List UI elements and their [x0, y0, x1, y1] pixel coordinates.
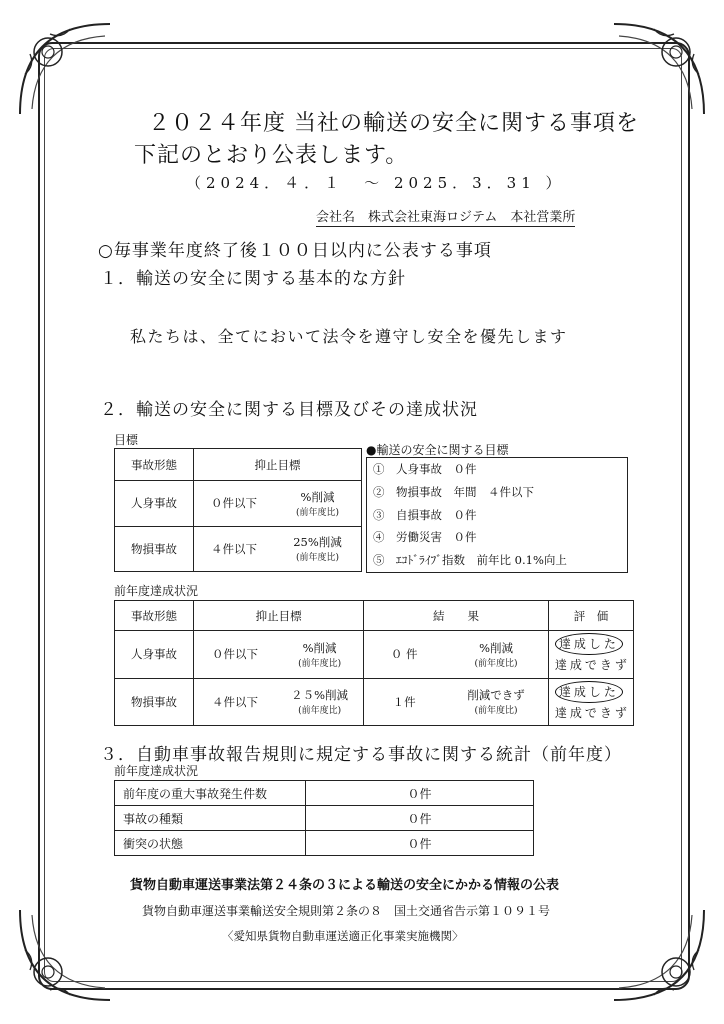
eval-achieved-circled: 達成した	[555, 681, 623, 703]
statistics-row	[115, 831, 534, 856]
targets-table	[114, 448, 362, 572]
targets-goal: ０件以下	[194, 481, 275, 527]
company-underline	[316, 226, 575, 227]
achievement-result-note: (前年度比)	[474, 706, 518, 717]
achievement-result-reduce: 削減できず	[467, 688, 525, 703]
achievement-result-note: (前年度比)	[474, 658, 518, 669]
goal-item: ③ 自損事故 ０件	[373, 507, 477, 522]
achievement-header-goal: 抑止目標	[194, 601, 364, 631]
statistics-row	[115, 806, 534, 831]
targets-type: 人身事故	[115, 481, 194, 527]
achievement-label: 前年度達成状況	[114, 584, 199, 598]
achievement-table	[114, 600, 634, 726]
achievement-type: 人身事故	[115, 631, 194, 679]
page-title-line-2: 下記のとおり公表します。	[134, 143, 409, 168]
achievement-note: (前年度比)	[298, 706, 342, 717]
statistics-row	[115, 781, 534, 806]
achievement-header-type: 事故形態	[115, 601, 194, 631]
targets-row	[115, 481, 362, 527]
achievement-goal: ４件以下	[194, 678, 277, 726]
achievement-result: １件	[364, 678, 445, 726]
statistics-label-cell: 衝突の状態	[115, 831, 306, 856]
reporting-period: （2024．４．１ 〜 2025．3．31 ）	[186, 174, 566, 192]
achievement-row	[115, 631, 634, 679]
targets-reduce: 25%削減	[293, 535, 342, 550]
targets-note: (前年度比)	[295, 553, 340, 564]
accident-statistics-table	[114, 780, 534, 856]
achievement-reduce: ２５%削減	[291, 688, 349, 703]
statistics-value: ０件	[306, 831, 534, 856]
targets-header-goal: 抑止目標	[194, 449, 362, 481]
achievement-header-eval: 評 価	[548, 601, 633, 631]
section-3-heading: ３．自動車事故報告規則に規定する事故に関する統計（前年度）	[100, 745, 622, 765]
achievement-row	[115, 678, 634, 726]
footer-organization: 〈愛知県貨物自動車運送適正化事業実施機関〉	[222, 929, 464, 943]
targets-reduce: %削減	[300, 489, 335, 504]
footer-regulation: 貨物自動車運送事業輸送安全規則第２条の８ 国土交通省告示第１０９１号	[142, 904, 551, 918]
targets-row	[115, 526, 362, 572]
statistics-label-cell: 前年度の重大事故発生件数	[115, 781, 306, 806]
corner-ornament-icon	[10, 900, 120, 1010]
targets-goal: ４件以下	[194, 526, 275, 572]
targets-type: 物損事故	[115, 526, 194, 572]
achievement-result-reduce: %削減	[479, 640, 513, 655]
goals-list	[366, 457, 628, 573]
goal-item: ① 人身事故 ０件	[373, 462, 477, 476]
eval-not-achieved: 達成できず	[554, 705, 630, 720]
page-title-line-1: ２０２４年度 当社の輸送の安全に関する事項を	[148, 111, 639, 136]
eval-achieved-circled: 達成した	[555, 633, 623, 655]
section-1-heading: １．輸送の安全に関する基本的な方針	[100, 269, 406, 289]
company-name	[316, 206, 575, 225]
goal-item: ④ 労働災害 ０件	[373, 530, 477, 545]
targets-header-type: 事故形態	[115, 449, 194, 481]
goal-item: ⑤ ｴｺﾄﾞﾗｲﾌﾞ指数 前年比 0.1%向上	[373, 553, 567, 568]
eval-not-achieved: 達成できず	[554, 658, 630, 673]
achievement-type: 物損事故	[115, 678, 194, 726]
section-2-heading: ２．輸送の安全に関する目標及びその達成状況	[100, 400, 478, 420]
corner-ornament-icon	[10, 14, 120, 124]
safety-policy-text: 私たちは、全てにおいて法令を遵守し安全を優先します	[130, 327, 568, 346]
goal-item: ② 物損事故 年間 ４件以下	[373, 484, 534, 499]
achievement-header-result: 結 果	[364, 601, 549, 631]
notice-heading: ○毎事業年度終了後１００日以内に公表する事項	[98, 241, 492, 261]
targets-label: 目標	[114, 433, 139, 447]
achievement-result: ０ 件	[364, 631, 445, 679]
statistics-label-cell: 事故の種類	[115, 806, 306, 831]
achievement-note: (前年度比)	[298, 658, 342, 669]
corner-ornament-icon	[604, 900, 714, 1010]
statistics-label: 前年度達成状況	[114, 764, 199, 778]
statistics-value: ０件	[306, 806, 534, 831]
targets-note: (前年度比)	[295, 507, 340, 518]
achievement-reduce: %削減	[302, 640, 337, 655]
company-name-text: 会社名 株式会社東海ロジテム 本社営業所	[316, 210, 576, 225]
goals-title: ●輸送の安全に関する目標	[366, 443, 509, 457]
statistics-value: ０件	[306, 781, 534, 806]
footer-disclosure-title: 貨物自動車運送事業法第２４条の３による輸送の安全にかかる情報の公表	[130, 878, 560, 893]
achievement-goal: ０件以下	[194, 631, 277, 679]
